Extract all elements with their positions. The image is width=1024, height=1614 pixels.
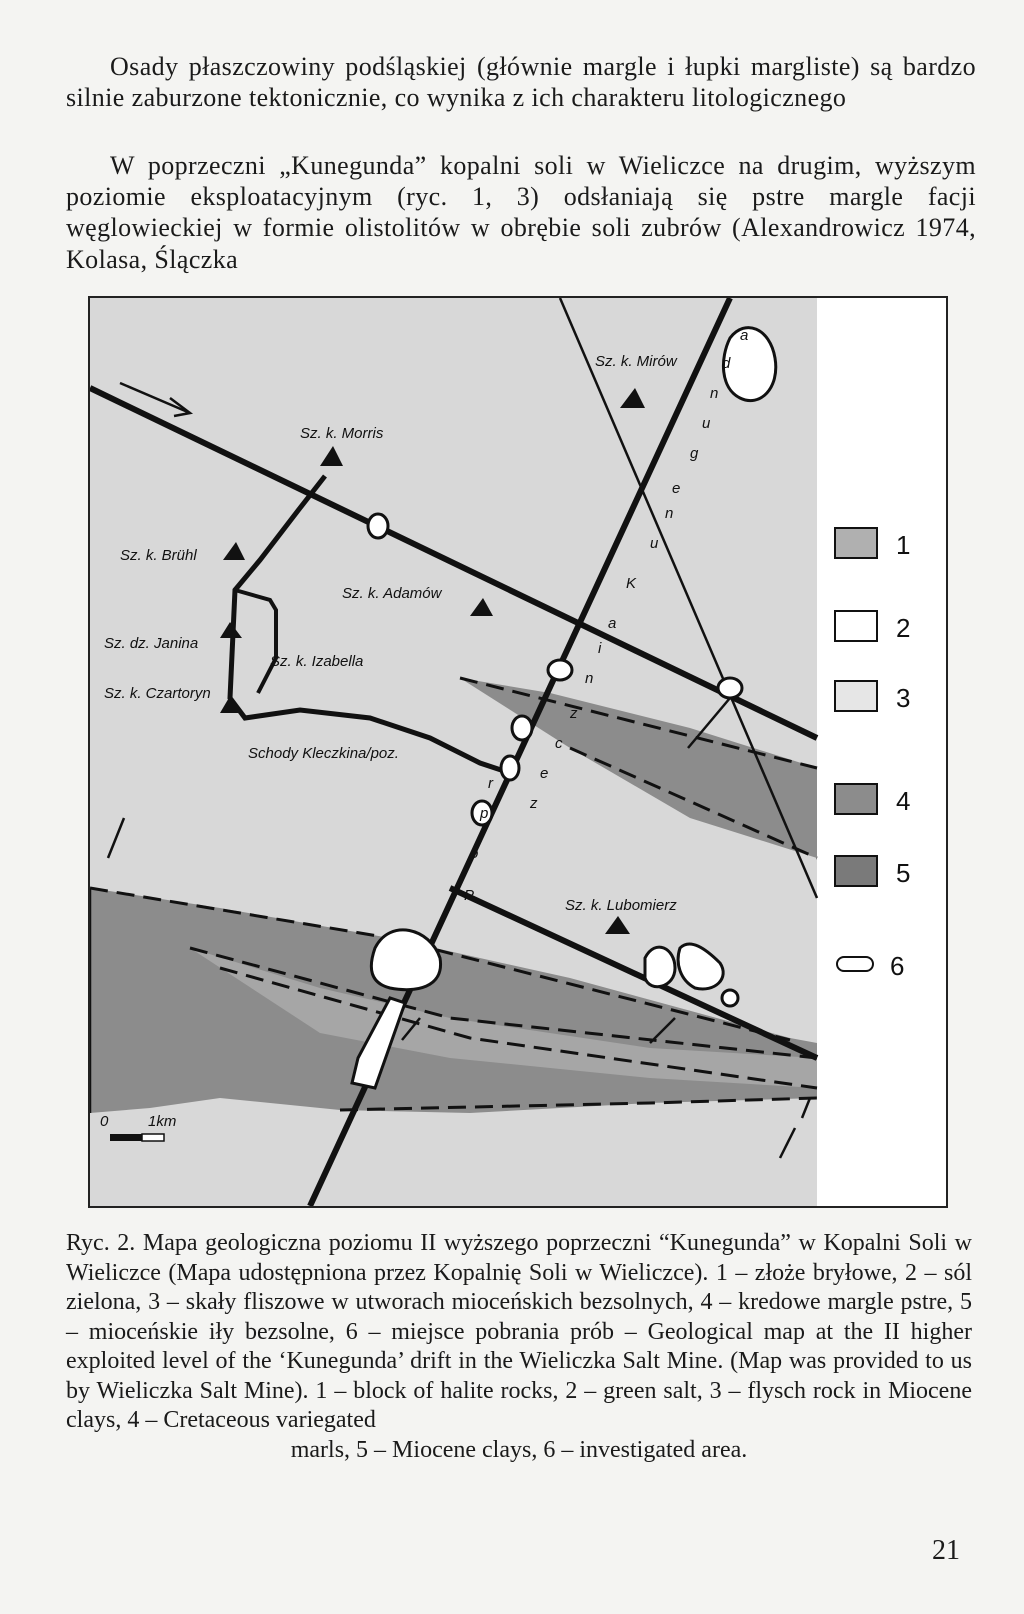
label-shaft-janina: Sz. dz. Janina	[104, 635, 199, 652]
svg-text:n: n	[665, 505, 674, 522]
legend-swatch-6	[837, 957, 873, 971]
legend-swatch-4	[835, 784, 877, 814]
caption-body: Ryc. 2. Mapa geologiczna poziomu II wyższego poprzeczni “Kunegunda” w Kopalni Soli w Wieliczce (Mapa udostępniona przez Kopalnię Soli w Wieliczce). 1 – złoże bryłowe, 2 – sól zielona, 3 – skały fliszowe w utworach mioceńskich bezsolnych, 4 – kredowe margle pstre, 5 – mioceńskie iły bezsolne, 6 – miejsce pobrania prób – Geological map at the II higher exploited level of the ‘Kunegunda’ drift in the Wieliczka Salt Mine. (Map was provided to us by Wieliczka Salt Mine). 1 – block of halite rocks, 2 – green salt, 3 – flysch rock in Miocene clays, 4 – Cretaceous variegated	[66, 1230, 972, 1433]
svg-text:n: n	[710, 385, 719, 402]
svg-text:e: e	[540, 765, 549, 782]
svg-text:p: p	[480, 805, 489, 822]
legend-swatch-1	[835, 528, 877, 558]
paragraph-2: W poprzeczni „Kunegunda” kopalni soli w Wieliczce na drugim, wyższym poziomie eksploatacyjnym (ryc. 1, 3) odsłaniają się pstre margle facji węglowieckiej w formie olistolitów w obrębie soli zubrów (Alexandrowicz 1974, Kolasa, Ślączka	[66, 151, 976, 274]
svg-text:i: i	[598, 640, 602, 657]
page-number: 21	[932, 1535, 960, 1566]
legend-label-1: 1	[896, 530, 911, 560]
svg-text:u: u	[702, 415, 711, 432]
legend-swatch-3	[835, 681, 877, 711]
legend-label-6: 6	[890, 951, 905, 981]
label-shaft-czartoryski: Sz. k. Czartoryn	[104, 685, 211, 702]
legend-label-3: 3	[896, 683, 911, 713]
svg-text:P: P	[464, 887, 475, 904]
label-shaft-adamow: Sz. k. Adamów	[342, 585, 442, 602]
label-shaft-lubomierz: Sz. k. Lubomierz	[565, 897, 677, 914]
svg-text:a: a	[740, 327, 749, 344]
label-shaft-izabella: Sz. k. Izabella	[270, 653, 364, 670]
legend-label-4: 4	[896, 786, 911, 816]
caption-last-line: marls, 5 – Miocene clays, 6 – investigated area.	[290, 1436, 748, 1463]
svg-text:z: z	[530, 795, 538, 812]
figure-caption	[66, 1229, 972, 1465]
svg-text:K: K	[626, 575, 637, 592]
geological-map-figure	[88, 296, 948, 1208]
svg-text:o: o	[470, 845, 479, 862]
svg-text:d: d	[722, 355, 731, 372]
svg-text:u: u	[650, 535, 659, 552]
geological-map	[90, 298, 946, 1206]
legend-swatch-2	[835, 611, 877, 641]
label-shaft-morris: Sz. k. Morris	[300, 425, 384, 442]
svg-text:g: g	[690, 445, 699, 462]
svg-text:n: n	[585, 670, 594, 687]
svg-text:1km: 1km	[148, 1113, 177, 1130]
legend-swatch-5	[835, 856, 877, 886]
label-shaft-bruhl: Sz. k. Brühl	[120, 547, 197, 564]
legend-strip	[817, 298, 946, 1206]
svg-text:r: r	[488, 775, 493, 792]
label-shaft-mirow: Sz. k. Mirów	[595, 353, 677, 370]
legend-label-5: 5	[896, 858, 911, 888]
svg-text:0: 0	[100, 1113, 109, 1130]
legend-label-2: 2	[896, 613, 911, 643]
paragraph-1: Osady płaszczowiny podśląskiej (głównie margle i łupki margliste) są bardzo silnie zaburzone tektonicznie, co wynika z ich charakteru litologicznego	[66, 52, 976, 113]
label-stairs: Schody Kleczkina/poz.	[248, 745, 399, 762]
svg-text:z: z	[570, 705, 578, 722]
svg-text:c: c	[555, 735, 563, 752]
svg-text:a: a	[608, 615, 617, 632]
svg-text:e: e	[672, 480, 681, 497]
